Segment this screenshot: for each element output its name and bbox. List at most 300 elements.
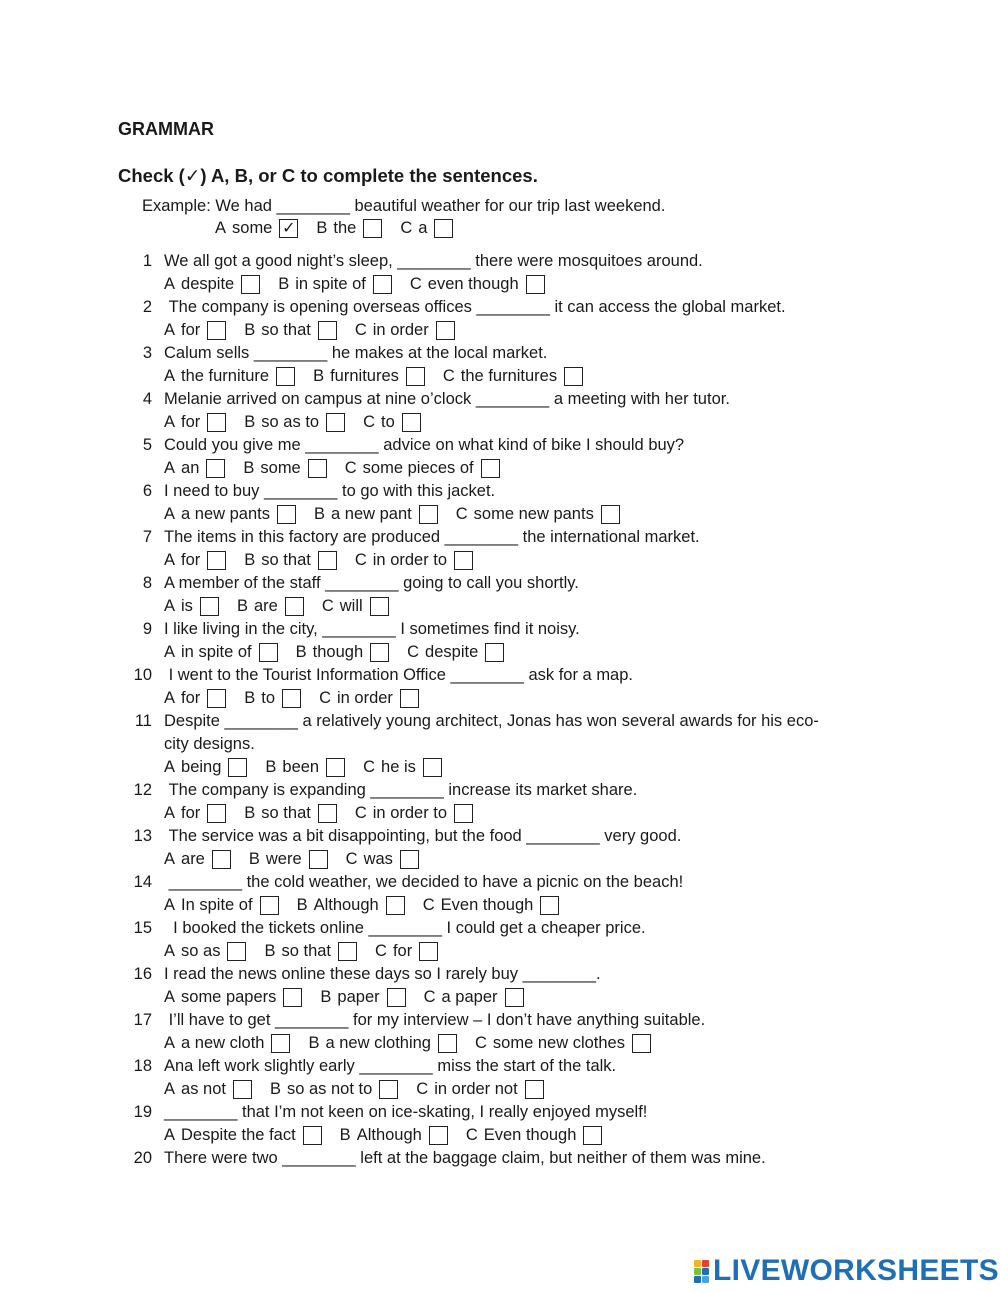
question-options [118, 595, 918, 618]
answer-checkbox[interactable] [326, 413, 345, 432]
option-text: some pieces of [362, 459, 474, 477]
option-letter: B [339, 1126, 351, 1144]
option-text: some [232, 219, 273, 237]
option-letter: A [164, 367, 176, 385]
question-text: There were two ________ left at the baggage claim, but neither of them was mine. [164, 1149, 766, 1167]
question-number: 11 [134, 712, 152, 730]
question-item [118, 572, 918, 618]
option-text: for [181, 551, 201, 569]
option-text: though [312, 643, 364, 661]
question-item [118, 917, 918, 963]
question-number: 14 [133, 873, 152, 891]
question-options [118, 894, 918, 917]
q14-option-c [423, 894, 560, 917]
q14-option-a [164, 894, 279, 917]
option-text: been [282, 758, 320, 776]
option-text: a new clothing [325, 1034, 431, 1052]
question-item [118, 825, 918, 871]
option-text: a new pant [331, 505, 412, 523]
answer-checkbox[interactable] [436, 321, 455, 340]
option-text: were [265, 850, 302, 868]
answer-checkbox[interactable] [400, 689, 419, 708]
answer-checkbox[interactable] [282, 689, 301, 708]
question-item [118, 779, 918, 825]
option-letter: C [354, 551, 367, 569]
option-letter: C [375, 942, 387, 960]
question-number: 18 [133, 1057, 152, 1075]
option-letter: A [164, 804, 176, 822]
option-text: Despite the fact [181, 1126, 296, 1144]
option-text: furnitures [330, 367, 399, 385]
q11-option-c [363, 756, 442, 779]
example-options [215, 219, 471, 238]
answer-checkbox[interactable] [373, 275, 392, 294]
option-letter: B [320, 988, 332, 1006]
question-options [118, 986, 918, 1009]
option-letter: B [264, 942, 276, 960]
option-letter: C [416, 1080, 429, 1098]
q19-option-b [340, 1124, 448, 1147]
option-text: Although [356, 1126, 422, 1144]
option-text: so that [261, 551, 311, 569]
option-text: for [181, 413, 201, 431]
option-text: in order [372, 321, 429, 339]
q13-option-b [249, 848, 328, 871]
answer-checkbox[interactable] [318, 551, 337, 570]
answer-checkbox[interactable] [423, 758, 442, 777]
option-letter: B [244, 689, 256, 707]
question-list [118, 250, 918, 1170]
option-text: in order to [372, 804, 448, 822]
question-number: 16 [133, 965, 152, 983]
option-letter: A [164, 1034, 176, 1052]
q1-option-b [278, 273, 392, 296]
answer-checkbox[interactable] [454, 804, 473, 823]
question-number: 17 [133, 1011, 152, 1029]
option-text: as not [181, 1080, 226, 1098]
q2-option-c [355, 319, 455, 342]
question-number: 5 [142, 436, 152, 454]
answer-checkbox[interactable] [241, 275, 260, 294]
option-letter: A [164, 459, 176, 477]
example-sentence: Example: We had ________ beautiful weather for our trip last weekend. [142, 197, 666, 215]
answer-checkbox[interactable] [429, 1126, 448, 1145]
option-letter: B [243, 459, 255, 477]
option-text: paper [337, 988, 380, 1006]
answer-checkbox[interactable] [386, 896, 405, 915]
q10-option-c [319, 687, 419, 710]
answer-checkbox[interactable] [227, 942, 246, 961]
option-text: In spite of [181, 896, 253, 914]
answer-checkbox[interactable] [370, 597, 389, 616]
question-text: The items in this factory are produced ________ the international market. [164, 528, 700, 546]
q15-option-a [164, 940, 246, 963]
q8-option-c [322, 595, 389, 618]
option-text: will [339, 597, 363, 615]
option-letter: C [363, 413, 376, 431]
option-text: a [418, 219, 428, 237]
answer-checkbox[interactable] [207, 689, 226, 708]
q17-option-a [164, 1032, 290, 1055]
question-text: The service was a bit disappointing, but the food ________ very good. [164, 827, 682, 845]
option-letter: A [164, 1126, 176, 1144]
question-number: 3 [142, 344, 152, 362]
question-text: I’ll have to get ________ for my interview – I don’t have anything suitable. [164, 1011, 706, 1029]
answer-checkbox[interactable] [207, 321, 226, 340]
option-text: in order to [372, 551, 448, 569]
option-letter: A [215, 219, 227, 237]
q18-option-c [416, 1078, 543, 1101]
option-letter: A [164, 597, 176, 615]
q11-option-b [265, 756, 345, 779]
option-letter: C [344, 459, 357, 477]
option-letter: C [400, 219, 413, 237]
question-item [118, 342, 918, 388]
question-number: 7 [142, 528, 152, 546]
option-text: a new cloth [181, 1034, 265, 1052]
option-text: are [181, 850, 205, 868]
answer-checkbox[interactable] [402, 413, 421, 432]
option-text: so that [261, 804, 311, 822]
option-letter: B [269, 1080, 281, 1098]
answer-checkbox[interactable]: ✓ [279, 219, 298, 238]
option-letter: C [422, 896, 435, 914]
option-text: some [260, 459, 301, 477]
question-text: Calum sells ________ he makes at the local market. [164, 344, 548, 362]
q5-option-c [345, 457, 500, 480]
answer-checkbox[interactable] [583, 1126, 602, 1145]
question-options [118, 641, 918, 664]
answer-checkbox[interactable] [525, 1080, 544, 1099]
question-item [118, 664, 918, 710]
option-text: so that [261, 321, 311, 339]
q17-option-c [475, 1032, 651, 1055]
answer-checkbox[interactable] [326, 758, 345, 777]
logo-text: LIVEWORKSHEETS [713, 1254, 999, 1287]
answer-checkbox[interactable] [285, 597, 304, 616]
q16-option-c [424, 986, 524, 1009]
q8-option-b [237, 595, 304, 618]
option-letter: B [265, 758, 277, 776]
q7-option-b [244, 549, 337, 572]
answer-checkbox[interactable] [540, 896, 559, 915]
question-options [118, 1032, 918, 1055]
question-options [118, 940, 918, 963]
answer-checkbox[interactable] [206, 459, 225, 478]
option-letter: A [164, 505, 176, 523]
answer-checkbox[interactable] [400, 850, 419, 869]
q11-option-a [164, 756, 247, 779]
option-letter: C [475, 1034, 487, 1052]
answer-checkbox[interactable] [338, 942, 357, 961]
question-number: 4 [142, 390, 152, 408]
question-number: 13 [133, 827, 152, 845]
question-item [118, 963, 918, 1009]
option-text: the furnitures [460, 367, 558, 385]
question-number: 6 [142, 482, 152, 500]
question-number: 10 [133, 666, 152, 684]
answer-checkbox[interactable] [283, 988, 302, 1007]
q6-option-c [456, 503, 620, 526]
question-text: Could you give me ________ advice on what kind of bike I should buy? [164, 436, 685, 454]
q3-option-b [313, 365, 425, 388]
question-text: I like living in the city, ________ I sometimes find it noisy. [164, 620, 580, 638]
question-item [118, 1055, 918, 1101]
q9-option-c [407, 641, 504, 664]
option-text: for [392, 942, 413, 960]
q19-option-a [164, 1124, 322, 1147]
answer-checkbox[interactable] [419, 505, 438, 524]
question-item [118, 434, 918, 480]
question-options [118, 687, 918, 710]
option-letter: B [313, 367, 325, 385]
question-number: 15 [133, 919, 152, 937]
option-letter: B [248, 850, 260, 868]
q3-option-a [164, 365, 295, 388]
answer-checkbox[interactable] [309, 850, 328, 869]
option-text: a new pants [181, 505, 270, 523]
answer-checkbox[interactable] [387, 988, 406, 1007]
example-option-b [316, 219, 382, 238]
option-text: in order [336, 689, 393, 707]
section-heading: GRAMMAR [118, 119, 214, 139]
option-letter: C [407, 643, 420, 661]
q19-option-c [466, 1124, 603, 1147]
answer-checkbox[interactable] [233, 1080, 252, 1099]
answer-checkbox[interactable] [526, 275, 545, 294]
q15-option-b [264, 940, 357, 963]
q6-option-b [314, 503, 438, 526]
answer-checkbox[interactable] [406, 367, 425, 386]
answer-checkbox[interactable] [370, 643, 389, 662]
option-text: so as [181, 942, 221, 960]
q13-option-c [346, 848, 419, 871]
answer-checkbox[interactable] [228, 758, 247, 777]
answer-checkbox[interactable] [564, 367, 583, 386]
option-letter: C [363, 758, 376, 776]
question-item [118, 1101, 918, 1147]
option-text: was [363, 850, 393, 868]
question-text: The company is expanding ________ increase its market share. [164, 781, 638, 799]
q18-option-a [164, 1078, 252, 1101]
question-options [118, 1078, 918, 1101]
option-letter: A [164, 321, 176, 339]
answer-checkbox[interactable] [207, 413, 226, 432]
answer-checkbox[interactable] [505, 988, 524, 1007]
question-text: I booked the tickets online ________ I could get a cheaper price. [164, 919, 646, 937]
answer-checkbox[interactable] [207, 804, 226, 823]
q14-option-b [297, 894, 405, 917]
option-text: being [181, 758, 222, 776]
answer-checkbox[interactable] [363, 219, 382, 238]
q9-option-b [296, 641, 389, 664]
option-letter: B [244, 413, 256, 431]
option-text: is [181, 597, 193, 615]
question-number: 8 [142, 574, 152, 592]
answer-checkbox[interactable] [485, 643, 504, 662]
logo-mark-icon [694, 1260, 709, 1283]
liveworksheets-logo [694, 1256, 999, 1286]
question-item [118, 1147, 918, 1170]
option-letter: B [278, 275, 290, 293]
answer-checkbox[interactable] [454, 551, 473, 570]
answer-checkbox[interactable] [438, 1034, 457, 1053]
q1-option-c [410, 273, 545, 296]
question-number: 9 [142, 620, 152, 638]
example-option-a [215, 219, 298, 238]
option-text: a paper [441, 988, 498, 1006]
option-text: so that [281, 942, 332, 960]
q9-option-a [164, 641, 278, 664]
answer-checkbox[interactable] [212, 850, 231, 869]
answer-checkbox[interactable] [207, 551, 226, 570]
option-letter: B [244, 804, 256, 822]
question-text: ________ the cold weather, we decided to have a picnic on the beach! [164, 873, 684, 891]
answer-checkbox[interactable] [601, 505, 620, 524]
option-text: the furniture [181, 367, 270, 385]
question-number: 12 [133, 781, 152, 799]
option-letter: C [442, 367, 455, 385]
answer-checkbox[interactable] [277, 505, 296, 524]
answer-checkbox[interactable] [276, 367, 295, 386]
question-options [118, 1124, 918, 1147]
answer-checkbox[interactable] [632, 1034, 651, 1053]
q2-option-b [244, 319, 337, 342]
q4-option-b [244, 411, 345, 434]
question-text: A member of the staff ________ going to call you shortly. [164, 574, 579, 592]
q5-option-b [243, 457, 326, 480]
q18-option-b [270, 1078, 398, 1101]
example-option-c [400, 219, 453, 238]
q7-option-a [164, 549, 226, 572]
option-letter: A [164, 942, 176, 960]
question-options [118, 848, 918, 871]
answer-checkbox[interactable] [303, 1126, 322, 1145]
option-text: for [181, 321, 201, 339]
option-text: to [381, 413, 395, 431]
option-letter: A [164, 988, 176, 1006]
option-letter: B [296, 896, 308, 914]
question-options [118, 411, 918, 434]
question-options [118, 273, 918, 296]
option-text: some new clothes [492, 1034, 625, 1052]
q4-option-a [164, 411, 226, 434]
option-text: to [261, 689, 276, 707]
answer-checkbox[interactable] [260, 896, 279, 915]
question-options [118, 365, 918, 388]
question-text: The company is opening overseas offices ________ it can access the global market. [164, 298, 786, 316]
answer-checkbox[interactable] [419, 942, 438, 961]
option-letter: A [164, 275, 176, 293]
question-item [118, 526, 918, 572]
option-text: for [181, 804, 201, 822]
option-text: even though [427, 275, 519, 293]
option-letter: C [354, 804, 367, 822]
q5-option-a [164, 457, 225, 480]
q12-option-c [355, 802, 473, 825]
option-letter: A [164, 643, 176, 661]
q8-option-a [164, 595, 219, 618]
option-text: Although [313, 896, 379, 914]
option-text: so as not to [286, 1080, 373, 1098]
question-options [118, 457, 918, 480]
q12-option-a [164, 802, 226, 825]
q15-option-c [375, 940, 438, 963]
option-text: the [333, 219, 357, 237]
option-letter: A [164, 689, 176, 707]
option-text: he is [381, 758, 416, 776]
q17-option-b [308, 1032, 457, 1055]
question-options [118, 756, 918, 779]
question-text: I need to buy ________ to go with this jacket. [164, 482, 496, 500]
option-text: so as to [261, 413, 320, 431]
option-text: Even though [483, 1126, 577, 1144]
option-text: despite [425, 643, 479, 661]
question-text: Ana left work slightly early ________ miss the start of the talk. [164, 1057, 617, 1075]
answer-checkbox[interactable] [318, 321, 337, 340]
option-letter: B [295, 643, 307, 661]
option-letter: A [164, 413, 176, 431]
option-letter: B [244, 321, 256, 339]
answer-checkbox[interactable] [308, 459, 327, 478]
question-item [118, 1009, 918, 1055]
option-letter: B [316, 219, 328, 237]
option-text: in spite of [181, 643, 252, 661]
option-letter: B [236, 597, 248, 615]
option-text: Even though [440, 896, 534, 914]
question-text: I read the news online these days so I rarely buy ________. [164, 965, 601, 983]
option-letter: C [345, 850, 358, 868]
option-letter: B [244, 551, 256, 569]
question-item [118, 871, 918, 917]
q12-option-b [244, 802, 337, 825]
answer-checkbox[interactable] [434, 219, 453, 238]
q16-option-a [164, 986, 302, 1009]
question-text: Melanie arrived on campus at nine o’clock ________ a meeting with her tutor. [164, 390, 730, 408]
question-item [118, 296, 918, 342]
question-text: We all got a good night’s sleep, ________ there were mosquitoes around. [164, 252, 703, 270]
option-text: in order not [434, 1080, 518, 1098]
option-letter: A [164, 850, 176, 868]
q4-option-c [363, 411, 421, 434]
option-letter: C [465, 1126, 478, 1144]
q6-option-a [164, 503, 296, 526]
answer-checkbox[interactable] [200, 597, 219, 616]
question-options [118, 503, 918, 526]
q16-option-b [320, 986, 405, 1009]
option-letter: A [164, 1080, 176, 1098]
q2-option-a [164, 319, 226, 342]
answer-checkbox[interactable] [318, 804, 337, 823]
instructions: Check (✓) A, B, or C to complete the sentences. [118, 165, 538, 186]
option-letter: C [319, 689, 331, 707]
answer-checkbox[interactable] [271, 1034, 290, 1053]
option-text: despite [181, 275, 235, 293]
question-item [118, 250, 918, 296]
question-item [118, 388, 918, 434]
answer-checkbox[interactable] [259, 643, 278, 662]
q10-option-b [244, 687, 301, 710]
option-letter: A [164, 758, 176, 776]
option-text: for [181, 689, 201, 707]
q1-option-a [164, 273, 260, 296]
question-number: 20 [133, 1149, 152, 1167]
answer-checkbox[interactable] [379, 1080, 398, 1099]
question-text: I went to the Tourist Information Office ________ ask for a map. [164, 666, 633, 684]
answer-checkbox[interactable] [481, 459, 500, 478]
question-item [118, 710, 918, 779]
option-letter: C [321, 597, 334, 615]
